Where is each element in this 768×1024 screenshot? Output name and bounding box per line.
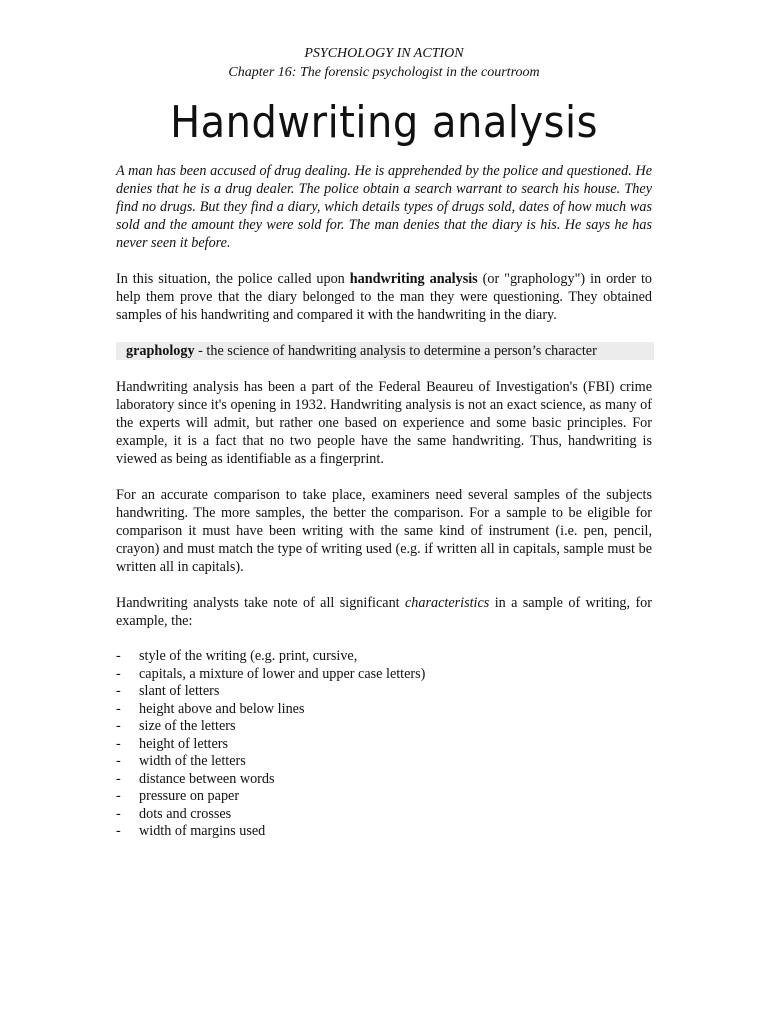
intro-paragraph: [116, 270, 652, 324]
characteristics-list: [116, 648, 652, 841]
definition-text: - the science of handwriting analysis to determine a person’s character: [194, 343, 597, 359]
list-item: [116, 736, 652, 754]
list-item-text: width of margins used: [139, 823, 266, 839]
characteristics-intro-start: Handwriting analysts take note of all significant: [116, 595, 405, 611]
list-item: [116, 718, 652, 736]
comparison-paragraph: For an accurate comparison to take place, examiners need several samples of the subjects handwriting. The more samples, the better the comparison. For a sample to be eligible for comparison it must have been writing with the same kind of instrument (i.e. pen, pencil, crayon) and must match the type of writing used (e.g. if written all in capitals, sample must be written all in capitals).: [116, 487, 652, 575]
document-body: [116, 162, 652, 841]
list-marker: -: [116, 770, 121, 787]
list-item-text: pressure on paper: [139, 788, 240, 804]
list-item: [116, 666, 652, 684]
page-title: Handwriting analysis: [170, 98, 598, 148]
list-item: [116, 771, 652, 789]
list-item: [116, 683, 652, 701]
scenario-paragraph: A man has been accused of drug dealing. He is apprehended by the police and questioned. He denies that he is a drug dealer. The police obtain a search warrant to search his house. They find no drugs. But they find a diary, which details types of drugs sold, dates of how much was sold and the amount they were sold for. The man denies that the diary is his. He says he has never seen it before.: [116, 163, 652, 251]
definition-term: graphology: [126, 343, 195, 359]
characteristics-intro-italic: characteristics: [405, 595, 490, 611]
list-item: [116, 701, 652, 719]
definition-box: [116, 342, 654, 360]
list-marker: -: [116, 735, 121, 752]
list-item-text: size of the letters: [139, 718, 236, 734]
list-item-text: width of the letters: [139, 753, 246, 769]
fbi-paragraph: Handwriting analysis has been a part of the Federal Beaureu of Investigation's (FBI) crime laboratory since it's opening in 1932. Handwriting analysis is not an exact science, as many of the experts will admit, but rather one based on experience and some basic principles. For example, it is a fact that no two people have the same handwriting. Thus, handwriting is viewed as being as identifiable as a fingerprint.: [116, 379, 652, 467]
list-marker: -: [116, 823, 121, 839]
characteristics-intro: [116, 594, 652, 630]
book-title: PSYCHOLOGY IN ACTION: [304, 46, 464, 61]
characteristics-intro-end: in a sample of writing, for example, the:: [116, 595, 652, 629]
list-item-text: capitals, a mixture of lower and upper case letters): [139, 665, 426, 682]
list-marker: -: [116, 805, 121, 822]
intro-text-start: In this situation, the police called upon: [116, 271, 350, 287]
document-header: [116, 44, 652, 82]
list-marker: -: [116, 665, 121, 682]
list-marker: -: [116, 648, 121, 664]
list-item: [116, 806, 652, 824]
list-marker: -: [116, 753, 121, 769]
list-item: [116, 788, 652, 806]
list-item: [116, 823, 652, 841]
chapter-title: Chapter 16: The forensic psychologist in the courtroom: [228, 65, 540, 80]
list-item: [116, 753, 652, 771]
intro-text-end: (or "graphology") in order to help them prove that the diary belonged to the man they were questioning. They obtained samples of his handwriting and compared it with the handwriting in the diary.: [116, 271, 652, 323]
list-marker: -: [116, 788, 121, 804]
list-marker: -: [116, 683, 121, 699]
list-item-text: slant of letters: [139, 683, 220, 699]
list-item: [116, 648, 652, 666]
list-item-text: height above and below lines: [139, 700, 305, 717]
list-item-text: style of the writing (e.g. print, cursive,: [139, 648, 358, 664]
intro-bold-term: handwriting analysis: [349, 271, 478, 287]
list-item-text: dots and crosses: [139, 805, 232, 822]
list-item-text: distance between words: [139, 770, 275, 787]
list-marker: -: [116, 718, 121, 734]
list-item-text: height of letters: [139, 735, 229, 752]
list-marker: -: [116, 700, 121, 717]
